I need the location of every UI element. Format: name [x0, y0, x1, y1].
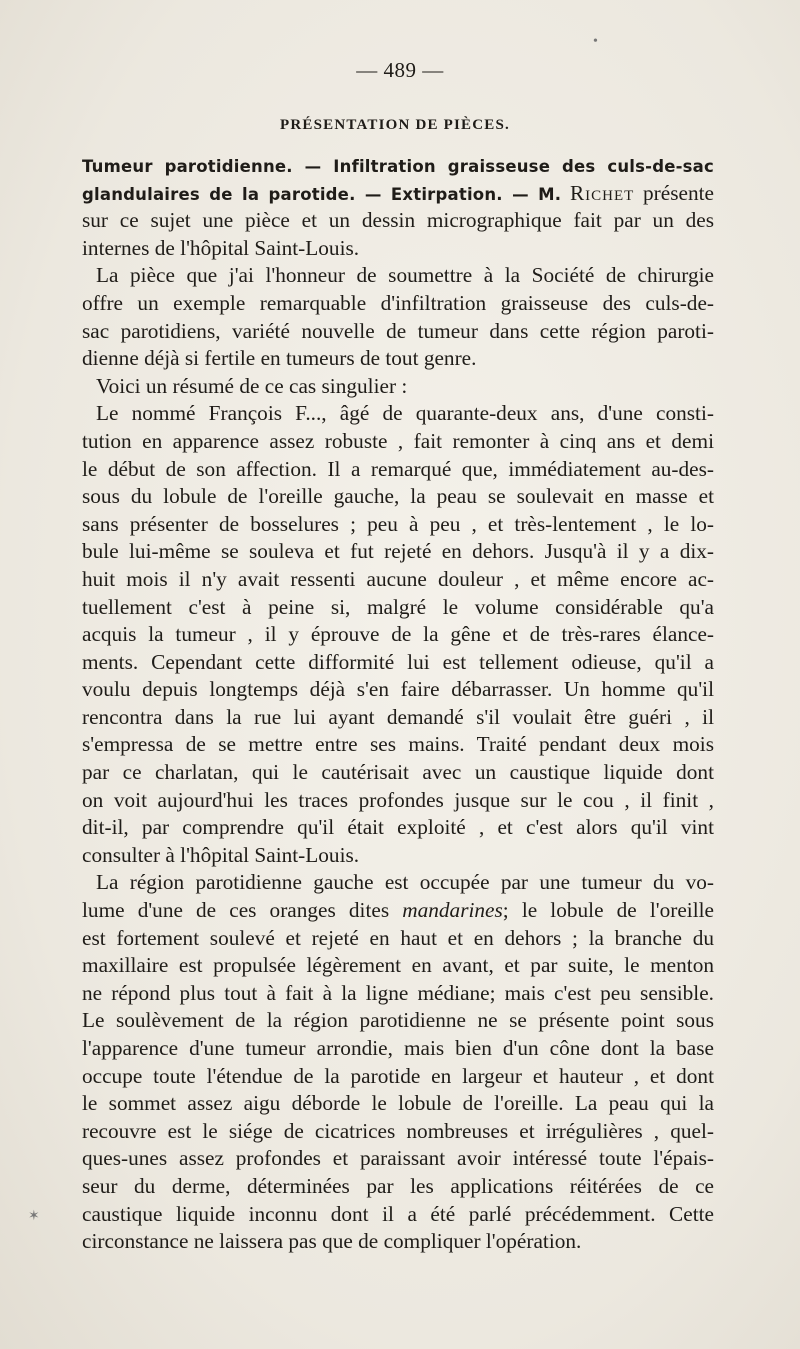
paragraph-line: voulu depuis longtemps déjà s'en faire débarrasser. Un homme qu'il — [82, 677, 714, 702]
paragraph-line: tution en apparence assez robuste , fait remonter à cinq ans et demi — [82, 428, 714, 453]
paragraph-line: ques-unes assez profondes et paraissant avoir intéressé toute l'épais- — [82, 1146, 714, 1171]
paragraph-line: acquis la tumeur , il y éprouve de la gêne et de très-rares élance- — [82, 622, 714, 647]
intro-title: Tumeur parotidienne. — Infiltration graisseuse des culs-de-sac — [82, 157, 714, 176]
paragraph-line: bule lui-même se souleva et fut rejeté en dehors. Jusqu'à il y a dix- — [82, 539, 714, 564]
paragraph-line: huit mois il n'y avait ressenti aucune douleur , et même encore ac- — [82, 566, 714, 591]
body-text — [82, 152, 714, 1256]
paragraph-line: sous du lobule de l'oreille gauche, la peau se soulevait en masse et — [82, 484, 714, 509]
paragraph-line: consulter à l'hôpital Saint-Louis. — [82, 842, 360, 867]
paragraph-line: dienne déjà si fertile en tumeurs de tout genre. — [82, 346, 477, 371]
paragraph-line: caustique liquide inconnu dont il a été parlé précédemment. Cette — [82, 1201, 714, 1226]
paragraph-line: le début de son affection. Il a remarqué que, immédiatement au-des- — [82, 456, 714, 481]
paragraph-line: ments. Cependant cette difformité lui est tellement odieuse, qu'il a — [82, 649, 714, 674]
paragraph-line: seur du derme, déterminées par les applications réitérées de ce — [82, 1173, 714, 1198]
intro-line: internes de l'hôpital Saint-Louis. — [82, 235, 360, 260]
paragraph-line: dit-il, par comprendre qu'il était exploité , et c'est alors qu'il vint — [82, 815, 714, 840]
paragraph-line: sans présenter de bosselures ; peu à peu , et très-lentement , le lo- — [82, 511, 714, 536]
intro-title-cont: glandulaires de la parotide. — Extirpation. — M. — [82, 184, 562, 204]
paragraph-line — [82, 897, 714, 925]
intro-line — [82, 152, 714, 180]
paragraph-line: maxillaire est propulsée légèrement en avant, et par suite, le menton — [82, 953, 714, 978]
paragraph-line: est fortement soulevé et rejeté en haut et en dehors ; la branche du — [82, 925, 714, 950]
paragraph-line: sac parotidiens, variété nouvelle de tumeur dans cette région paroti- — [82, 318, 714, 343]
author-name: Richet — [569, 180, 635, 205]
page-number: — 489 — — [356, 58, 444, 82]
paragraph-line: l'apparence d'une tumeur arrondie, mais bien d'un cône dont la base — [82, 1036, 714, 1060]
paragraph-line: par ce charlatan, qui le cautérisait avec un caustique liquide dont — [82, 760, 714, 785]
intro-line: sur ce sujet une pièce et un dessin micrographique fait par un des — [82, 208, 714, 233]
paragraph-line: La pièce que j'ai l'honneur de soumettre à la Société de chirurgie — [96, 263, 714, 288]
paragraph-line: tuellement c'est à peine si, malgré le volume considérable qu'a — [82, 594, 714, 619]
paragraph-line: La région parotidienne gauche est occupée par une tumeur du vo- — [96, 870, 714, 895]
ink-speck: ✶ — [28, 1209, 40, 1224]
paragraph-line: le sommet assez aigu déborde le lobule de l'oreille. La peau qui la — [82, 1091, 714, 1116]
paragraph-line: rencontra dans la rue lui ayant demandé s'il voulait être guéri , il — [82, 704, 714, 729]
paragraph-line: recouvre est le siége de cicatrices nombreuses et irrégulières , quel- — [82, 1118, 714, 1143]
text-run: ; le lobule de l'oreille — [502, 898, 714, 923]
emphasis-word: mandarines — [402, 898, 503, 923]
paragraph-line: Le nommé François F..., âgé de quarante-deux ans, d'une consti- — [96, 401, 714, 426]
ink-speck: • — [593, 34, 598, 49]
paragraph-line: ne répond plus tout à fait à la ligne médiane; mais c'est peu sensible. — [82, 980, 714, 1005]
paragraph-line: s'empressa de se mettre entre ses mains. Traité pendant deux mois — [82, 732, 714, 757]
paragraph-line: offre un exemple remarquable d'infiltration graisseuse des culs-de- — [82, 290, 714, 315]
paragraph-line: Le soulèvement de la région parotidienne ne se présente point sous — [82, 1008, 714, 1033]
paragraph-line: on voit aujourd'hui les traces profondes jusque sur le cou , il finit , — [82, 787, 714, 812]
paragraph-line: occupe toute l'étendue de la parotide en largeur et hauteur , et dont — [82, 1063, 714, 1088]
intro-line — [82, 180, 714, 208]
paragraph-line: circonstance ne laissera pas que de compliquer l'opération. — [82, 1229, 582, 1254]
section-heading: PRÉSENTATION DE PIÈCES. — [279, 117, 510, 133]
paragraph-line: Voici un résumé de ce cas singulier : — [96, 373, 408, 398]
intro-verb: présente — [643, 180, 714, 205]
text-run: lume d'une de ces oranges dites — [82, 898, 390, 923]
